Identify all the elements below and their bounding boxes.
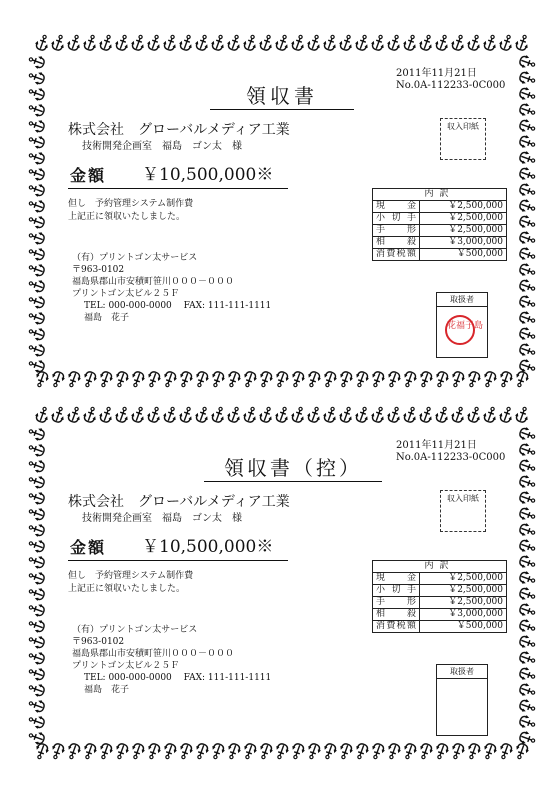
anchor-icon — [518, 442, 536, 458]
anchor-icon — [27, 489, 45, 505]
anchor-icon — [27, 277, 45, 293]
anchor-icon — [518, 538, 536, 554]
anchor-icon — [178, 33, 194, 51]
breakdown-value: ￥3,000,000 — [420, 609, 507, 621]
anchor-icon — [518, 586, 536, 602]
anchor-icon — [129, 742, 145, 760]
anchor-icon — [27, 69, 45, 85]
purpose-text: 但し 予約管理システム制作費 — [68, 571, 194, 581]
amount-label: 金額 — [70, 166, 107, 185]
anchor-icon — [146, 33, 162, 51]
anchor-icon — [145, 370, 161, 388]
anchor-icon — [97, 742, 113, 760]
anchor-icon — [518, 86, 536, 102]
anchor-icon — [449, 370, 465, 388]
anchor-icon — [433, 370, 449, 388]
anchor-icon — [450, 405, 466, 423]
breakdown-label: 手形 — [373, 597, 420, 609]
issue-date: 2011年11月21日 — [396, 68, 477, 79]
anchor-icon — [518, 134, 536, 150]
anchor-icon — [514, 405, 530, 423]
handler-area — [437, 679, 487, 735]
anchor-icon — [27, 357, 45, 373]
anchor-icon — [226, 405, 242, 423]
anchor-icon — [193, 370, 209, 388]
anchor-icon — [306, 405, 322, 423]
anchor-icon — [27, 213, 45, 229]
handler-label: 取扱者 — [437, 665, 487, 679]
anchor-icon — [518, 342, 536, 358]
anchor-icon — [518, 246, 536, 262]
anchor-icon — [290, 33, 306, 51]
anchor-icon — [27, 165, 45, 181]
issuer-contact: TEL: 000-000-0000 FAX: 111-111-1111 — [84, 673, 272, 683]
issuer-name: （有）プリントゴン太サービス — [72, 625, 198, 635]
anchor-icon — [27, 681, 45, 697]
anchor-icon — [226, 33, 242, 51]
anchor-icon — [518, 650, 536, 666]
issuer-person: 福島 花子 — [84, 313, 130, 323]
anchor-icon — [370, 33, 386, 51]
issuer-person: 福島 花子 — [84, 685, 130, 695]
anchor-icon — [241, 742, 257, 760]
anchor-icon — [353, 742, 369, 760]
anchor-icon — [518, 166, 536, 182]
issuer-postal: 〒963-0102 — [72, 265, 125, 275]
anchor-icon — [289, 370, 305, 388]
table-row — [373, 597, 507, 609]
anchor-icon — [97, 370, 113, 388]
anchor-icon — [321, 742, 337, 760]
anchor-icon — [178, 405, 194, 423]
anchor-icon — [418, 33, 434, 51]
anchor-icon — [337, 370, 353, 388]
revenue-stamp-label: 収入印紙 — [447, 494, 479, 503]
anchor-icon — [177, 742, 193, 760]
anchor-icon — [241, 370, 257, 388]
anchor-icon — [274, 33, 290, 51]
anchor-icon — [145, 742, 161, 760]
receipt-title: 領収書 — [210, 84, 354, 110]
anchor-icon — [518, 506, 536, 522]
anchor-icon — [518, 150, 536, 166]
anchor-icon — [401, 742, 417, 760]
breakdown-header: 内訳 — [373, 189, 507, 201]
anchor-icon — [306, 33, 322, 51]
revenue-stamp-box — [440, 490, 486, 532]
anchor-icon — [401, 370, 417, 388]
issuer-building: プリントゴン太ビル２５Ｆ — [72, 289, 180, 299]
anchor-icon — [273, 370, 289, 388]
anchor-icon — [81, 370, 97, 388]
anchor-icon — [27, 245, 45, 261]
handler-box — [436, 664, 488, 736]
anchor-icon — [290, 405, 306, 423]
anchor-icon — [353, 370, 369, 388]
breakdown-label: 現金 — [373, 201, 420, 213]
anchor-icon — [498, 405, 514, 423]
anchor-icon — [466, 405, 482, 423]
anchor-icon — [65, 742, 81, 760]
anchor-icon — [27, 149, 45, 165]
anchor-icon — [194, 33, 210, 51]
breakdown-label: 手形 — [373, 225, 420, 237]
issuer-block — [72, 624, 271, 696]
anchor-icon — [27, 85, 45, 101]
anchor-icon — [27, 101, 45, 117]
issuer-contact: TEL: 000-000-0000 FAX: 111-111-1111 — [84, 301, 272, 311]
anchor-icon — [27, 309, 45, 325]
anchor-icon — [242, 405, 258, 423]
table-row — [373, 573, 507, 585]
anchor-icon — [482, 405, 498, 423]
anchor-icon — [27, 197, 45, 213]
anchor-icon — [27, 53, 45, 69]
anchor-icon — [518, 426, 536, 442]
anchor-icon — [518, 554, 536, 570]
breakdown-value: ￥2,500,000 — [420, 213, 507, 225]
anchor-icon — [209, 742, 225, 760]
anchor-icon — [49, 742, 65, 760]
recipient-company: 株式会社 グローバルメディア工業 — [68, 122, 290, 138]
recipient-company: 株式会社 グローバルメディア工業 — [68, 494, 290, 510]
anchor-icon — [146, 405, 162, 423]
revenue-stamp-label: 収入印紙 — [447, 122, 479, 131]
issuer-postal: 〒963-0102 — [72, 637, 125, 647]
anchor-icon — [27, 229, 45, 245]
anchor-icon — [65, 370, 81, 388]
revenue-stamp-box — [440, 118, 486, 160]
anchor-icon — [321, 370, 337, 388]
amount-underline — [68, 188, 288, 189]
anchor-icon — [82, 405, 98, 423]
anchor-icon — [27, 713, 45, 729]
anchor-icon — [466, 33, 482, 51]
receipt-title: 領収書（控） — [204, 456, 382, 482]
anchor-icon — [385, 742, 401, 760]
anchor-icon — [305, 742, 321, 760]
anchor-icon — [518, 458, 536, 474]
table-row — [373, 201, 507, 213]
anchor-icon — [27, 569, 45, 585]
breakdown-value: ￥500,000 — [420, 249, 507, 261]
anchor-icon — [34, 405, 50, 423]
anchor-icon — [114, 33, 130, 51]
issuer-address: 福島県郡山市安積町笹川０００－０００ — [72, 649, 235, 659]
document-number: No.0A-112233-0C000 — [396, 452, 506, 463]
anchor-icon — [337, 742, 353, 760]
issue-date: 2011年11月21日 — [396, 440, 477, 451]
anchor-icon — [369, 370, 385, 388]
anchor-icon — [27, 617, 45, 633]
anchor-icon — [497, 370, 513, 388]
breakdown-table — [372, 560, 507, 633]
table-row — [373, 213, 507, 225]
breakdown-table — [372, 188, 507, 261]
issuer-block — [72, 252, 271, 324]
anchor-icon — [27, 293, 45, 309]
anchor-icon — [27, 601, 45, 617]
receipt-original — [34, 40, 530, 380]
anchor-icon — [518, 570, 536, 586]
anchor-icon — [434, 33, 450, 51]
recipient-person: 技術開発企画室 福島 ゴン太 様 — [82, 141, 242, 152]
anchor-icon — [27, 117, 45, 133]
anchor-icon — [338, 405, 354, 423]
anchor-icon — [369, 742, 385, 760]
anchor-icon — [513, 742, 529, 760]
breakdown-value: ￥3,000,000 — [420, 237, 507, 249]
anchor-icon — [518, 70, 536, 86]
handler-box — [436, 292, 488, 358]
anchor-icon — [417, 742, 433, 760]
anchor-icon — [225, 370, 241, 388]
anchor-icon — [450, 33, 466, 51]
breakdown-value: ￥2,500,000 — [420, 201, 507, 213]
anchor-icon — [386, 405, 402, 423]
anchor-icon — [481, 370, 497, 388]
anchor-icon — [258, 405, 274, 423]
breakdown-value: ￥2,500,000 — [420, 585, 507, 597]
breakdown-label: 相殺 — [373, 609, 420, 621]
table-row — [373, 237, 507, 249]
issuer-address: 福島県郡山市安積町笹川０００－０００ — [72, 277, 235, 287]
anchor-icon — [225, 742, 241, 760]
anchor-icon — [27, 697, 45, 713]
anchor-icon — [354, 33, 370, 51]
anchor-icon — [402, 33, 418, 51]
anchor-icon — [161, 742, 177, 760]
anchor-icon — [465, 370, 481, 388]
anchor-icon — [518, 618, 536, 634]
anchor-icon — [434, 405, 450, 423]
table-row — [373, 249, 507, 261]
issuer-building: プリントゴン太ビル２５Ｆ — [72, 661, 180, 671]
anchor-icon — [242, 33, 258, 51]
anchor-icon — [481, 742, 497, 760]
anchor-icon — [370, 405, 386, 423]
anchor-icon — [518, 278, 536, 294]
anchor-icon — [98, 33, 114, 51]
anchor-icon — [81, 742, 97, 760]
amount-underline — [68, 560, 288, 561]
anchor-icon — [50, 405, 66, 423]
anchor-icon — [518, 182, 536, 198]
recipient-person: 技術開発企画室 福島 ゴン太 様 — [82, 513, 242, 524]
breakdown-value: ￥2,500,000 — [420, 225, 507, 237]
anchor-icon — [27, 325, 45, 341]
anchor-icon — [518, 262, 536, 278]
anchor-icon — [177, 370, 193, 388]
anchor-icon — [273, 742, 289, 760]
anchor-icon — [518, 198, 536, 214]
table-row — [373, 225, 507, 237]
anchor-icon — [27, 473, 45, 489]
anchor-icon — [33, 370, 49, 388]
anchor-icon — [27, 553, 45, 569]
anchor-icon — [27, 425, 45, 441]
anchor-icon — [113, 370, 129, 388]
anchor-icon — [27, 341, 45, 357]
anchor-icon — [322, 33, 338, 51]
anchor-icon — [82, 33, 98, 51]
amount-label: 金額 — [70, 538, 107, 557]
anchor-icon — [162, 33, 178, 51]
anchor-icon — [129, 370, 145, 388]
anchor-icon — [33, 742, 49, 760]
anchor-icon — [518, 714, 536, 730]
anchor-icon — [274, 405, 290, 423]
anchor-icon — [465, 742, 481, 760]
issuer-name: （有）プリントゴン太サービス — [72, 253, 198, 263]
anchor-icon — [518, 522, 536, 538]
handler-label: 取扱者 — [437, 293, 487, 307]
anchor-icon — [518, 118, 536, 134]
anchor-icon — [518, 474, 536, 490]
anchor-icon — [385, 370, 401, 388]
anchor-icon — [417, 370, 433, 388]
breakdown-value: ￥2,500,000 — [420, 573, 507, 585]
anchor-icon — [27, 457, 45, 473]
anchor-icon — [518, 602, 536, 618]
anchor-icon — [518, 490, 536, 506]
anchor-icon — [194, 405, 210, 423]
breakdown-label: 小切手 — [373, 213, 420, 225]
anchor-icon — [513, 370, 529, 388]
anchor-icon — [27, 537, 45, 553]
anchor-icon — [27, 521, 45, 537]
anchor-icon — [130, 405, 146, 423]
anchor-icon — [27, 649, 45, 665]
anchor-icon — [518, 634, 536, 650]
anchor-icon — [27, 181, 45, 197]
breakdown-label: 消費税額 — [373, 621, 420, 633]
anchor-icon — [514, 33, 530, 51]
breakdown-header: 内訳 — [373, 561, 507, 573]
anchor-icon — [518, 666, 536, 682]
breakdown-label: 消費税額 — [373, 249, 420, 261]
acknowledgement-text: 上記正に領収いたしました。 — [68, 212, 186, 222]
anchor-icon — [27, 133, 45, 149]
anchor-icon — [257, 370, 273, 388]
breakdown-label: 相殺 — [373, 237, 420, 249]
anchor-icon — [518, 102, 536, 118]
anchor-icon — [27, 261, 45, 277]
anchor-icon — [518, 326, 536, 342]
handler-area — [437, 307, 487, 357]
anchor-icon — [518, 310, 536, 326]
anchor-icon — [27, 585, 45, 601]
anchor-icon — [498, 33, 514, 51]
anchor-icon — [27, 665, 45, 681]
anchor-icon — [449, 742, 465, 760]
anchor-icon — [518, 54, 536, 70]
document-number: No.0A-112233-0C000 — [396, 80, 506, 91]
anchor-icon — [305, 370, 321, 388]
anchor-icon — [289, 742, 305, 760]
acknowledgement-text: 上記正に領収いたしました。 — [68, 584, 186, 594]
anchor-icon — [162, 405, 178, 423]
table-row — [373, 621, 507, 633]
anchor-icon — [193, 742, 209, 760]
anchor-icon — [402, 405, 418, 423]
anchor-icon — [482, 33, 498, 51]
anchor-icon — [518, 698, 536, 714]
anchor-icon — [518, 214, 536, 230]
anchor-icon — [27, 441, 45, 457]
anchor-icon — [34, 33, 50, 51]
anchor-icon — [49, 370, 65, 388]
hanko-seal-icon: 花福子島 — [445, 315, 475, 345]
anchor-icon — [210, 405, 226, 423]
receipt-copy — [34, 412, 530, 752]
anchor-icon — [98, 405, 114, 423]
anchor-icon — [114, 405, 130, 423]
anchor-icon — [497, 742, 513, 760]
table-row — [373, 585, 507, 597]
anchor-icon — [27, 633, 45, 649]
anchor-icon — [27, 729, 45, 745]
amount-value: ￥10,500,000※ — [142, 165, 274, 185]
amount-value: ￥10,500,000※ — [142, 537, 274, 557]
anchor-icon — [257, 742, 273, 760]
anchor-icon — [161, 370, 177, 388]
anchor-icon — [518, 230, 536, 246]
breakdown-value: ￥2,500,000 — [420, 597, 507, 609]
breakdown-value: ￥500,000 — [420, 621, 507, 633]
table-row — [373, 609, 507, 621]
anchor-icon — [433, 742, 449, 760]
purpose-text: 但し 予約管理システム制作費 — [68, 199, 194, 209]
anchor-icon — [210, 33, 226, 51]
anchor-icon — [113, 742, 129, 760]
anchor-icon — [50, 33, 66, 51]
anchor-icon — [386, 33, 402, 51]
breakdown-label: 小切手 — [373, 585, 420, 597]
anchor-icon — [518, 682, 536, 698]
anchor-icon — [66, 33, 82, 51]
anchor-icon — [354, 405, 370, 423]
anchor-icon — [209, 370, 225, 388]
anchor-icon — [338, 33, 354, 51]
anchor-icon — [130, 33, 146, 51]
anchor-icon — [322, 405, 338, 423]
anchor-icon — [518, 294, 536, 310]
anchor-icon — [66, 405, 82, 423]
breakdown-label: 現金 — [373, 573, 420, 585]
anchor-icon — [27, 505, 45, 521]
anchor-icon — [258, 33, 274, 51]
anchor-icon — [418, 405, 434, 423]
